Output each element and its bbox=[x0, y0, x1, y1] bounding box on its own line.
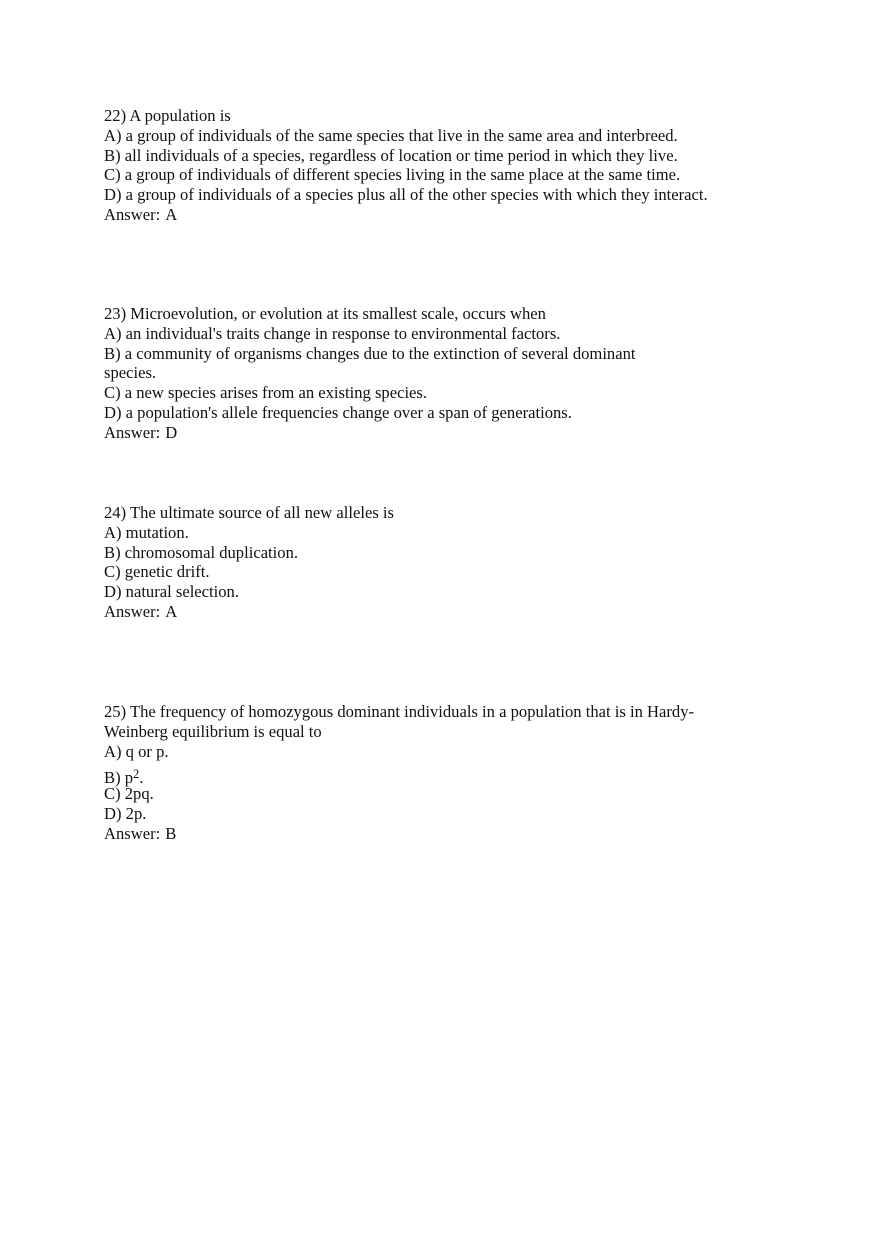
option-b-end: . bbox=[139, 768, 144, 788]
question-23 bbox=[104, 304, 764, 443]
question-stem: 23) Microevolution, or evolution at its smallest scale, occurs when bbox=[104, 304, 546, 323]
option-a: A) a group of individuals of the same species that live in the same area and interbreed. bbox=[104, 125, 678, 145]
option-d: D) natural selection. bbox=[104, 582, 240, 602]
answer-line bbox=[104, 423, 764, 443]
option-c: C) genetic drift. bbox=[104, 562, 210, 582]
answer-value: A bbox=[165, 204, 178, 224]
option-c: C) a new species arises from an existing species. bbox=[104, 383, 428, 403]
answer-value: A bbox=[165, 601, 178, 621]
option-b: B) all individuals of a species, regardless of location or time period in which they live. bbox=[104, 145, 678, 165]
option-a: A) mutation. bbox=[104, 522, 189, 542]
option-c: C) a group of individuals of different species living in the same place at the same time. bbox=[104, 165, 681, 185]
question-stem: 22) A population is bbox=[104, 106, 231, 125]
question-25 bbox=[104, 702, 764, 844]
option-d: D) a population's allele frequencies change over a span of generations. bbox=[104, 402, 572, 422]
answer-value: B bbox=[165, 823, 177, 843]
question-stem-line-2: Weinberg equilibrium is equal to bbox=[104, 721, 322, 741]
option-b: B) chromosomal duplication. bbox=[104, 542, 299, 562]
option-a: A) an individual's traits change in response to environmental factors. bbox=[104, 323, 561, 343]
answer-label: Answer: bbox=[104, 204, 161, 224]
question-24 bbox=[104, 503, 764, 622]
option-a: A) q or p. bbox=[104, 741, 169, 761]
answer-line bbox=[104, 824, 764, 844]
answer-label: Answer: bbox=[104, 823, 161, 843]
answer-line bbox=[104, 205, 764, 225]
question-22 bbox=[104, 106, 764, 225]
answer-label: Answer: bbox=[104, 422, 161, 442]
option-b-superscript: 2 bbox=[133, 767, 140, 782]
answer-line bbox=[104, 602, 764, 622]
option-d: D) 2p. bbox=[104, 803, 147, 823]
option-c: C) 2pq. bbox=[104, 784, 154, 804]
question-stem: 24) The ultimate source of all new alleles is bbox=[104, 503, 394, 522]
question-stem-line-1: 25) The frequency of homozygous dominant individuals in a population that is in Hardy- bbox=[104, 702, 695, 721]
answer-label: Answer: bbox=[104, 601, 161, 621]
answer-value: D bbox=[165, 422, 178, 442]
option-d: D) a group of individuals of a species plus all of the other species with which they interact. bbox=[104, 185, 708, 205]
option-b: B) a community of organisms changes due to the extinction of several dominant species. bbox=[104, 343, 636, 383]
option-b-base: B) p bbox=[104, 768, 134, 788]
